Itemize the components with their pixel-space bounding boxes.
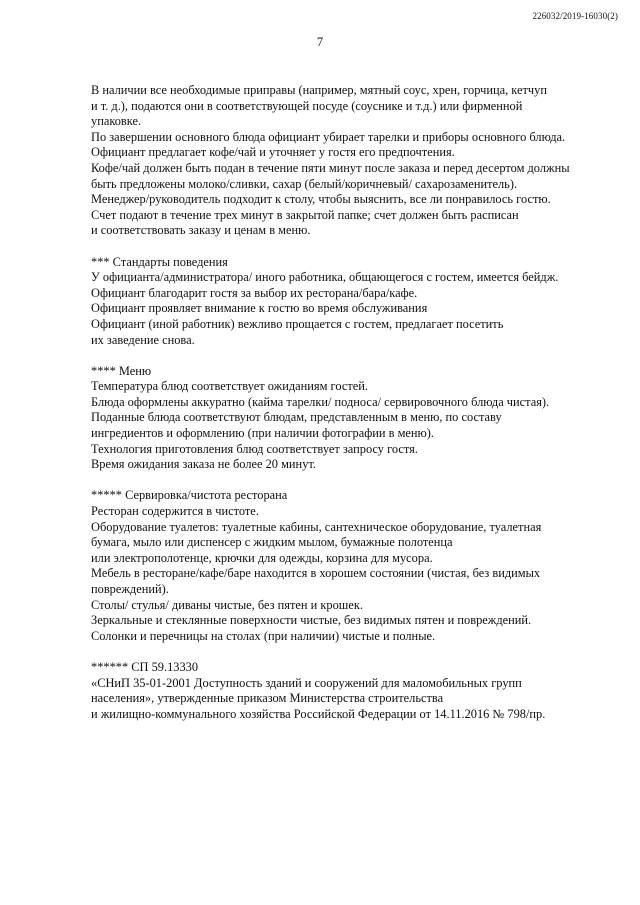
text-line: Зеркальные и стеклянные поверхности чистые, без видимых пятен и повреждений. (91, 613, 532, 628)
text-line: и соответствовать заказу и ценам в меню. (91, 223, 311, 238)
section-gap (91, 239, 606, 255)
text-line: По завершении основного блюда официант убирает тарелки и приборы основного блюда. (91, 129, 566, 144)
text-line: Температура блюд соответствует ожиданиям гостей. (91, 379, 368, 394)
text-line: В наличии все необходимые приправы (например, мятный соус, хрен, горчица, кетчуп (91, 83, 547, 97)
section-heading: ***** Сервировка/чистота ресторана (91, 488, 288, 503)
text-line: повреждений). (91, 582, 169, 596)
footnote-section (91, 660, 606, 722)
section-gap (91, 644, 606, 660)
text-line: Официант проявляет внимание к гостю во время обслуживания (91, 301, 428, 316)
service-paragraph (91, 83, 606, 239)
text-line: Поданные блюда соответствуют блюдам, представленным в меню, по составу (91, 410, 502, 425)
text-line: Столы/ стулья/ диваны чистые, без пятен и крошек. (91, 597, 363, 612)
text-line: и т. д.), подаются они в соответствующей посуде (соуснике и т.д.) или фирменной (91, 98, 523, 113)
text-line: их заведение снова. (91, 332, 195, 347)
text-line: Время ожидания заказа не более 20 минут. (91, 457, 316, 472)
text-line: «СНиП 35-01-2001 Доступность зданий и сооружений для маломобильных групп (91, 675, 522, 690)
document-id: 226032/2019-16030(2) (532, 11, 618, 21)
text-line: Солонки и перечницы на столах (при наличии) чистые и полные. (91, 628, 436, 643)
text-line: Официант благодарит гостя за выбор их ресторана/бара/кафе. (91, 285, 418, 300)
text-line: или электрополотенце, крючки для одежды, корзина для мусора. (91, 550, 433, 565)
text-line: Счет подают в течение трех минут в закрытой папке; счет должен быть расписан (91, 207, 519, 222)
section-heading: *** Стандарты поведения (91, 254, 228, 269)
cleanliness-section (91, 488, 606, 644)
section-heading: **** Меню (91, 363, 152, 378)
text-line: Оборудование туалетов: туалетные кабины, сантехническое оборудование, туалетная (91, 519, 542, 534)
text-line: Менеджер/руководитель подходит к столу, чтобы выяснить, все ли понравилось гостю. (91, 192, 551, 207)
document-body (91, 83, 606, 722)
text-line: ингредиентов и оформлению (при наличии фотографии в меню). (91, 426, 435, 441)
section-gap (91, 348, 606, 364)
text-line: Официант предлагает кофе/чай и уточняет у гостя его предпочтения. (91, 145, 455, 160)
section-gap (91, 473, 606, 489)
text-line: Блюда оформлены аккуратно (кайма тарелки/ подноса/ сервировочного блюда чистая). (91, 394, 550, 409)
menu-section (91, 364, 606, 473)
text-line: Кофе/чай должен быть подан в течение пяти минут после заказа и перед десертом должны (91, 160, 570, 175)
text-line: Ресторан содержится в чистоте. (91, 504, 259, 519)
text-line: быть предложены молоко/сливки, сахар (белый/коричневый/ сахарозаменитель). (91, 176, 518, 191)
text-line: и жилищно-коммунального хозяйства Российской Федерации от 14.11.2016 № 798/пр. (91, 706, 546, 721)
text-line: Официант (иной работник) вежливо прощается с гостем, предлагает посетить (91, 316, 504, 331)
text-line: населения», утвержденные приказом Министерства строительства (91, 691, 444, 706)
text-line: Технология приготовления блюд соответствует запросу гостя. (91, 441, 418, 456)
text-line: бумага, мыло или диспенсер с жидким мылом, бумажные полотенца (91, 535, 453, 550)
text-line: упаковке. (91, 114, 142, 129)
section-heading: ****** СП 59.13330 (91, 659, 199, 674)
text-line: У официанта/администратора/ иного работника, общающегося с гостем, имеется бейдж. (91, 270, 559, 285)
text-line: Мебель в ресторане/кафе/баре находится в хорошем состоянии (чистая, без видимых (91, 566, 541, 581)
page-number: 7 (316, 35, 324, 49)
behavior-standards-section (91, 255, 606, 349)
